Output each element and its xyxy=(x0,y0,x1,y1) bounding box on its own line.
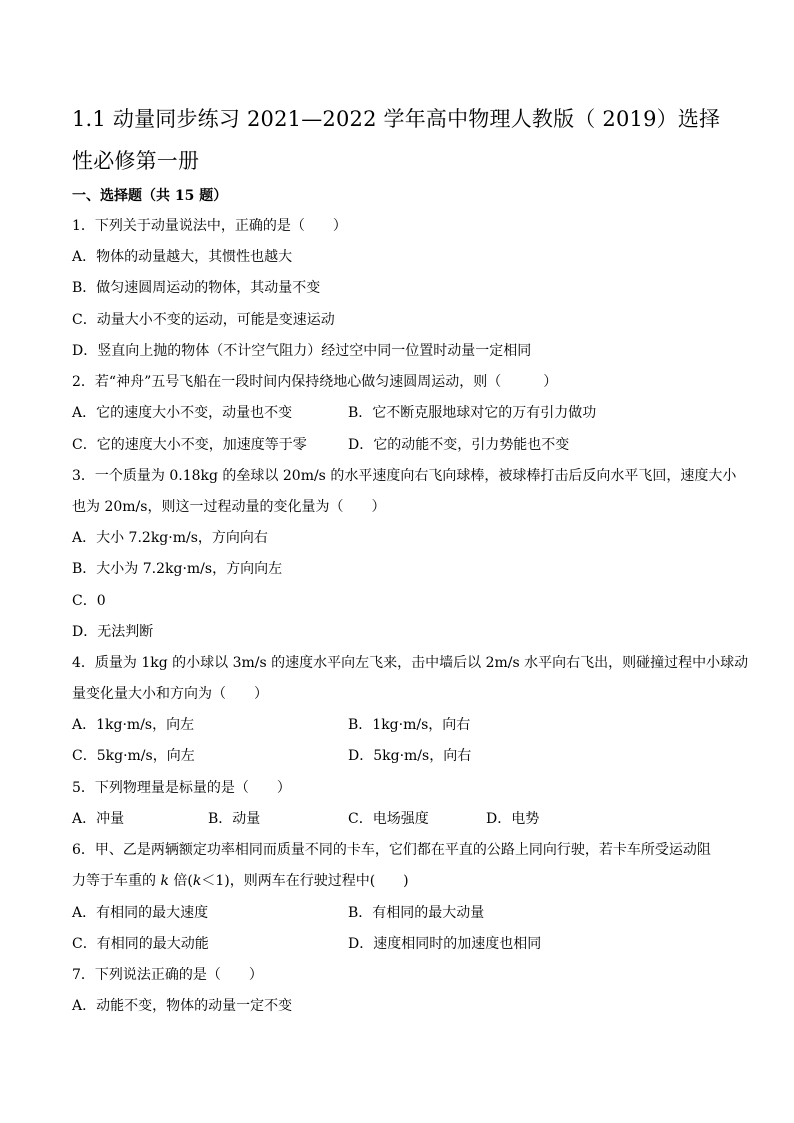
q2-option-d: D．它的动能不变，引力势能也不变 xyxy=(348,437,570,453)
q6-stem-variable-k2: k xyxy=(192,873,202,889)
q5-option-c: C．电场强度 xyxy=(348,811,429,827)
q3-option-b: B．大小为 7.2kg·m/s，方向向左 xyxy=(72,561,283,577)
q1-stem: 1．下列关于动量说法中，正确的是（ ） xyxy=(72,218,347,234)
q7-stem: 7．下列说法正确的是（ ） xyxy=(72,967,263,983)
q4-stem-line1: 4．质量为 1kg 的小球以 3m/s 的速度水平向左飞来，击中墙后以 2m/s 水平向右飞出，则碰撞过程中小球动 xyxy=(72,655,749,671)
q4-option-a: A．1kg·m/s，向左 xyxy=(72,717,195,733)
q2-options-row2 xyxy=(72,435,732,455)
q1-option-a: A．物体的动量越大，其惯性也越大 xyxy=(72,249,293,265)
page-title: 1.1 动量同步练习 2021—2022 学年高中物理人教版（ 2019）选择性必修第一册 xyxy=(72,107,721,173)
q6-stem-text-b: 倍( xyxy=(168,873,193,889)
section-heading: 一、选择题（共 15 题） xyxy=(72,188,228,204)
q2-option-a: A．它的速度大小不变，动量也不变 xyxy=(72,405,293,421)
q4-options-row2 xyxy=(72,746,732,766)
q1-option-b: B．做匀速圆周运动的物体，其动量不变 xyxy=(72,280,321,296)
q1-option-d: D．竖直向上抛的物体（不计空气阻力）经过空中同一位置时动量一定相同 xyxy=(72,343,532,359)
q3-option-a: A．大小 7.2kg·m/s，方向向右 xyxy=(72,530,268,546)
q3-stem-line1: 3．一个质量为 0.18kg 的垒球以 20m/s 的水平速度向右飞向球棒，被球棒打击后反向水平飞回，速度大小 xyxy=(72,468,737,484)
q6-stem-variable-k: k xyxy=(160,873,169,889)
q5-stem: 5．下列物理量是标量的是（ ） xyxy=(72,780,291,796)
q4-options-row1 xyxy=(72,715,732,735)
q4-stem-line2: 量变化量大小和方向为（ ） xyxy=(72,686,268,702)
q6-option-d: D．速度相同时的加速度也相同 xyxy=(348,936,542,952)
q6-options-row2 xyxy=(72,934,732,954)
q5-option-b: B．动量 xyxy=(208,811,261,827)
q1-option-c: C．动量大小不变的运动，可能是变速运动 xyxy=(72,312,335,328)
q4-option-b: B．1kg·m/s，向右 xyxy=(348,717,471,733)
q6-stem-text-a: 力等于车重的 xyxy=(72,873,161,889)
q4-option-d: D．5kg·m/s，向右 xyxy=(348,748,472,764)
q2-option-b: B．它不断克服地球对它的万有引力做功 xyxy=(348,405,597,421)
q6-option-a: A．有相同的最大速度 xyxy=(72,905,209,921)
q6-option-c: C．有相同的最大动能 xyxy=(72,936,209,952)
q5-options-row xyxy=(72,809,732,829)
q5-option-d: D．电势 xyxy=(486,811,540,827)
q3-stem-line2: 也为 20m/s，则这一过程动量的变化量为（ ） xyxy=(72,499,386,515)
q6-stem-line2 xyxy=(72,871,409,891)
q6-option-b: B．有相同的最大动量 xyxy=(348,905,485,921)
q3-option-d: D．无法判断 xyxy=(72,624,154,640)
q4-option-c: C．5kg·m/s，向左 xyxy=(72,748,195,764)
q2-option-c: C．它的速度大小不变，加速度等于零 xyxy=(72,437,307,453)
q3-option-c: C．0 xyxy=(72,593,106,609)
q2-options-row1 xyxy=(72,403,732,423)
q6-stem-line1: 6．甲、乙是两辆额定功率相同而质量不同的卡车，它们都在平直的公路上同向行驶，若卡车所受运动阻 xyxy=(72,842,711,858)
q5-option-a: A．冲量 xyxy=(72,811,125,827)
q6-stem-text-c: ＜1)，则两车在行驶过程中( ) xyxy=(201,873,409,889)
q6-options-row1 xyxy=(72,903,732,923)
q2-stem: 2．若“神舟”五号飞船在一段时间内保持绕地心做匀速圆周运动，则（ ） xyxy=(72,374,558,390)
q7-option-a: A．动能不变，物体的动量一定不变 xyxy=(72,998,293,1014)
